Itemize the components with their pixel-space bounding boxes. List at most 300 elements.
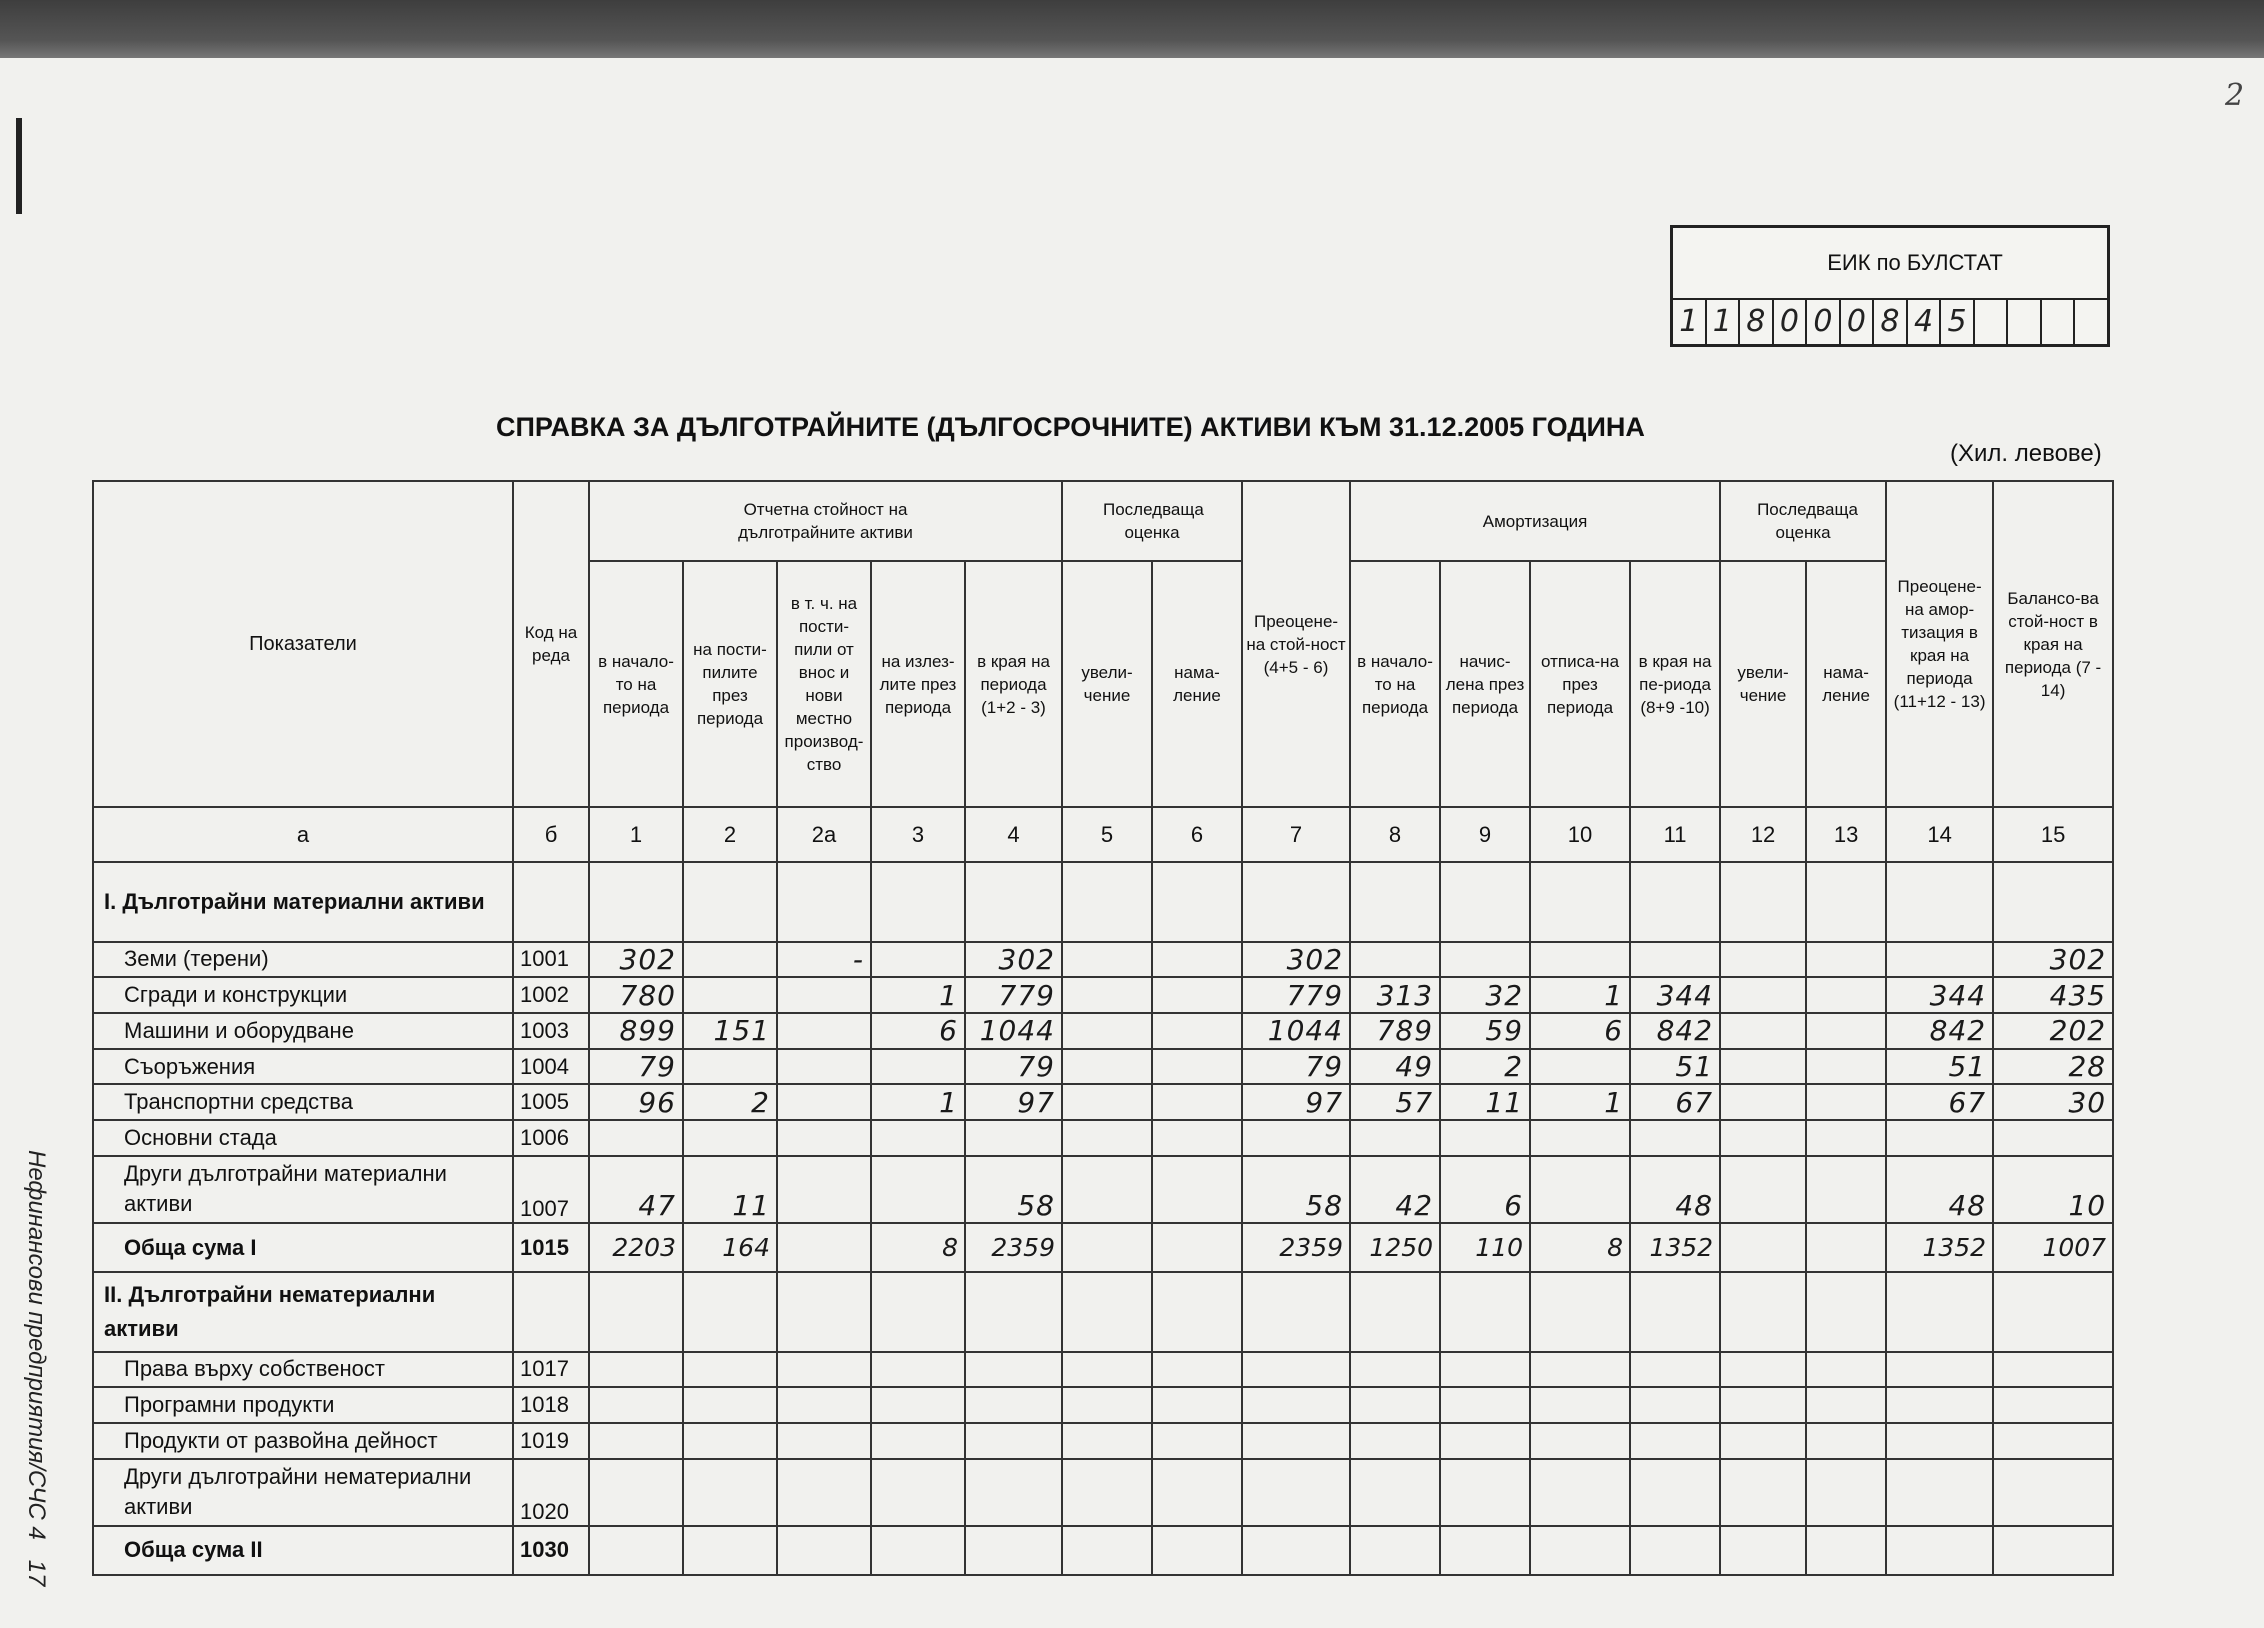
value-cell [1152, 1387, 1242, 1423]
eik-digit [2075, 300, 2107, 344]
value-cell: 1250 [1350, 1223, 1440, 1272]
value-cell [1350, 1459, 1440, 1526]
value-cell [1152, 1459, 1242, 1526]
header-col-7: Преоцене-на стой-ност (4+5 - 6) [1242, 481, 1350, 807]
value-cell [777, 1120, 871, 1156]
value-cell: 151 [683, 1013, 777, 1049]
value-cell [589, 1352, 683, 1388]
row-label: Машини и оборудване [93, 1013, 513, 1049]
value-cell [1720, 1156, 1806, 1223]
value-cell [1152, 977, 1242, 1013]
scanner-top-bar [0, 0, 2264, 58]
value-cell [1530, 1387, 1630, 1423]
eik-box [1670, 225, 2110, 347]
value-cell [1440, 1387, 1530, 1423]
value-cell [1062, 1387, 1152, 1423]
row-code: 1020 [513, 1459, 589, 1526]
row-code: 1007 [513, 1156, 589, 1223]
empty-cell [965, 862, 1062, 942]
empty-cell [683, 1272, 777, 1352]
value-cell: 164 [683, 1223, 777, 1272]
col-label: 15 [1993, 807, 2113, 862]
empty-cell [1993, 1272, 2113, 1352]
value-cell [1062, 1223, 1152, 1272]
value-cell [965, 1120, 1062, 1156]
value-cell: 97 [965, 1084, 1062, 1120]
value-cell [683, 1423, 777, 1459]
value-cell [1993, 1387, 2113, 1423]
empty-cell [513, 1272, 589, 1352]
value-cell [777, 1223, 871, 1272]
value-cell: 302 [965, 942, 1062, 978]
value-cell: 1044 [965, 1013, 1062, 1049]
value-cell [1152, 1084, 1242, 1120]
value-cell [1886, 1352, 1993, 1388]
value-cell: 1 [1530, 1084, 1630, 1120]
value-cell [1350, 1352, 1440, 1388]
eik-digit: 4 [1908, 300, 1942, 344]
header-col-14: Преоцене-на амор-тизация в края на периода (11+12 - 13) [1886, 481, 1993, 807]
value-cell [1806, 1459, 1886, 1526]
empty-cell [1152, 1272, 1242, 1352]
value-cell [777, 1526, 871, 1575]
value-cell: 842 [1886, 1013, 1993, 1049]
side-footer-label: Нефинансови предприятия/СЧС 4 [23, 1150, 50, 1540]
empty-cell [777, 862, 871, 942]
empty-cell [965, 1272, 1062, 1352]
eik-digit: 0 [1807, 300, 1841, 344]
table-row [93, 1049, 2113, 1085]
value-cell [1152, 1423, 1242, 1459]
section-title: I. Дълготрайни материални активи [93, 862, 513, 942]
value-cell: 2359 [965, 1223, 1062, 1272]
header-col-9: начис-лена през периода [1440, 561, 1530, 807]
value-cell [683, 1352, 777, 1388]
eik-digit: 1 [1673, 300, 1707, 344]
value-cell [1152, 1156, 1242, 1223]
value-cell [1440, 1352, 1530, 1388]
value-cell: 57 [1350, 1084, 1440, 1120]
eik-digit: 8 [1740, 300, 1774, 344]
value-cell [1062, 1049, 1152, 1085]
value-cell: 780 [589, 977, 683, 1013]
value-cell [777, 1459, 871, 1526]
value-cell [1720, 1526, 1806, 1575]
value-cell [1350, 1423, 1440, 1459]
header-col-4: в края на периода (1+2 - 3) [965, 561, 1062, 807]
value-cell [1886, 1423, 1993, 1459]
value-cell: 79 [589, 1049, 683, 1085]
empty-cell [683, 862, 777, 942]
value-cell [1062, 1526, 1152, 1575]
empty-cell [1530, 1272, 1630, 1352]
table-row [93, 1120, 2113, 1156]
value-cell [1993, 1459, 2113, 1526]
value-cell [1530, 1120, 1630, 1156]
empty-cell [1720, 1272, 1806, 1352]
value-cell [1242, 1459, 1350, 1526]
value-cell [1152, 1120, 1242, 1156]
value-cell: 32 [1440, 977, 1530, 1013]
value-cell [1062, 1156, 1152, 1223]
value-cell [1806, 1526, 1886, 1575]
header-indicators: Показатели [93, 481, 513, 807]
value-cell [1806, 1423, 1886, 1459]
value-cell [1440, 1120, 1530, 1156]
eik-digit [2008, 300, 2042, 344]
empty-cell [1530, 862, 1630, 942]
value-cell [589, 1459, 683, 1526]
empty-cell [513, 862, 589, 942]
col-label: 6 [1152, 807, 1242, 862]
empty-cell [1806, 1272, 1886, 1352]
value-cell [777, 1084, 871, 1120]
value-cell: 48 [1630, 1156, 1720, 1223]
value-cell [1720, 1013, 1806, 1049]
value-cell [965, 1459, 1062, 1526]
table-row [93, 1084, 2113, 1120]
value-cell [777, 1156, 871, 1223]
value-cell: 79 [965, 1049, 1062, 1085]
header-col-5: увели-чение [1062, 561, 1152, 807]
empty-cell [1440, 1272, 1530, 1352]
eik-digit: 1 [1707, 300, 1741, 344]
row-code: 1017 [513, 1352, 589, 1388]
value-cell: 2 [1440, 1049, 1530, 1085]
value-cell [871, 1459, 965, 1526]
value-cell [1806, 1352, 1886, 1388]
value-cell: 11 [1440, 1084, 1530, 1120]
value-cell: 899 [589, 1013, 683, 1049]
value-cell [1720, 1120, 1806, 1156]
value-cell: 42 [1350, 1156, 1440, 1223]
header-col-1: в начало-то на периода [589, 561, 683, 807]
value-cell: 1 [871, 977, 965, 1013]
row-label: Програмни продукти [93, 1387, 513, 1423]
value-cell: 1 [1530, 977, 1630, 1013]
value-cell: 435 [1993, 977, 2113, 1013]
row-code: 1004 [513, 1049, 589, 1085]
eik-digit: 0 [1774, 300, 1808, 344]
value-cell: 67 [1886, 1084, 1993, 1120]
table-row [93, 1459, 2113, 1526]
table-row [93, 1013, 2113, 1049]
row-code: 1019 [513, 1423, 589, 1459]
header-code: Код на реда [513, 481, 589, 807]
empty-cell [1993, 862, 2113, 942]
row-label: Транспортни средства [93, 1084, 513, 1120]
value-cell [777, 1013, 871, 1049]
value-cell [777, 1423, 871, 1459]
eik-digit: 5 [1941, 300, 1975, 344]
header-col-15: Балансо-ва стой-ност в края на периода (7 - 14) [1993, 481, 2113, 807]
empty-cell [1630, 1272, 1720, 1352]
value-cell [1242, 1526, 1350, 1575]
row-code: 1001 [513, 942, 589, 978]
value-cell [1440, 942, 1530, 978]
value-cell [965, 1352, 1062, 1388]
value-cell [1720, 1223, 1806, 1272]
value-cell [1886, 1526, 1993, 1575]
value-cell [965, 1423, 1062, 1459]
value-cell [871, 1049, 965, 1085]
section-header-row [93, 1272, 2113, 1352]
value-cell [1630, 942, 1720, 978]
value-cell [1720, 977, 1806, 1013]
value-cell: 30 [1993, 1084, 2113, 1120]
value-cell [1152, 1013, 1242, 1049]
value-cell [1530, 1459, 1630, 1526]
value-cell [871, 942, 965, 978]
section-title: II. Дълготрайни нематериални активи [93, 1272, 513, 1352]
value-cell [1630, 1352, 1720, 1388]
row-label: Права върху собственост [93, 1352, 513, 1388]
value-cell [1720, 1387, 1806, 1423]
value-cell [871, 1156, 965, 1223]
col-label: б [513, 807, 589, 862]
value-cell [871, 1526, 965, 1575]
value-cell: 47 [589, 1156, 683, 1223]
value-cell [1886, 1120, 1993, 1156]
value-cell [777, 977, 871, 1013]
value-cell: 1352 [1886, 1223, 1993, 1272]
col-label: 8 [1350, 807, 1440, 862]
value-cell [1242, 1423, 1350, 1459]
value-cell [1062, 1013, 1152, 1049]
empty-cell [1062, 862, 1152, 942]
value-cell: 110 [1440, 1223, 1530, 1272]
value-cell [1062, 1120, 1152, 1156]
value-cell [1062, 1084, 1152, 1120]
empty-cell [1242, 1272, 1350, 1352]
value-cell [1242, 1120, 1350, 1156]
value-cell: 2359 [1242, 1223, 1350, 1272]
row-label: Основни стада [93, 1120, 513, 1156]
value-cell [1350, 942, 1440, 978]
value-cell [1993, 1423, 2113, 1459]
value-cell: 779 [1242, 977, 1350, 1013]
header-col-2: на пости-пилите през периода [683, 561, 777, 807]
eik-digit [1975, 300, 2009, 344]
col-label: 13 [1806, 807, 1886, 862]
header-group-amortization: Амортизация [1350, 481, 1720, 561]
value-cell [1720, 1084, 1806, 1120]
value-cell [871, 1352, 965, 1388]
value-cell: 1007 [1993, 1223, 2113, 1272]
value-cell [1440, 1423, 1530, 1459]
value-cell: 789 [1350, 1013, 1440, 1049]
header-col-6: нама-ление [1152, 561, 1242, 807]
value-cell: 344 [1886, 977, 1993, 1013]
value-cell: 58 [1242, 1156, 1350, 1223]
empty-cell [1350, 1272, 1440, 1352]
col-label: 7 [1242, 807, 1350, 862]
value-cell [1152, 1223, 1242, 1272]
value-cell [1530, 1352, 1630, 1388]
table-row [93, 1156, 2113, 1223]
value-cell [777, 1352, 871, 1388]
value-cell [1720, 1459, 1806, 1526]
value-cell [1152, 1526, 1242, 1575]
value-cell [965, 1526, 1062, 1575]
value-cell: 59 [1440, 1013, 1530, 1049]
table-row [93, 942, 2113, 978]
value-cell [1806, 1120, 1886, 1156]
value-cell [1242, 1352, 1350, 1388]
value-cell [1530, 942, 1630, 978]
value-cell [1630, 1459, 1720, 1526]
section-header-row [93, 862, 2113, 942]
value-cell [1806, 977, 1886, 1013]
value-cell: 6 [871, 1013, 965, 1049]
col-label: а [93, 807, 513, 862]
empty-cell [1242, 862, 1350, 942]
row-label: Земи (терени) [93, 942, 513, 978]
empty-cell [1630, 862, 1720, 942]
total-label: Обща сума II [93, 1526, 513, 1575]
value-cell [1440, 1459, 1530, 1526]
value-cell [1806, 1223, 1886, 1272]
value-cell: 302 [1242, 942, 1350, 978]
value-cell [683, 1526, 777, 1575]
header-group-revaluation-2: Последваща оценка [1720, 481, 1886, 561]
value-cell: 8 [871, 1223, 965, 1272]
value-cell [1062, 942, 1152, 978]
empty-cell [589, 1272, 683, 1352]
header-col-11: в края на пе-риода (8+9 -10) [1630, 561, 1720, 807]
value-cell: 6 [1530, 1013, 1630, 1049]
value-cell: 1352 [1630, 1223, 1720, 1272]
col-label: 10 [1530, 807, 1630, 862]
col-label: 14 [1886, 807, 1993, 862]
value-cell [1350, 1120, 1440, 1156]
value-cell [1062, 1423, 1152, 1459]
empty-cell [777, 1272, 871, 1352]
value-cell [1062, 977, 1152, 1013]
value-cell [1242, 1387, 1350, 1423]
value-cell: 11 [683, 1156, 777, 1223]
value-cell [965, 1387, 1062, 1423]
column-number-row [93, 807, 2113, 862]
value-cell [871, 1120, 965, 1156]
value-cell [1806, 1156, 1886, 1223]
units-note: (Хил. левове) [1950, 440, 2102, 467]
table-row [93, 977, 2113, 1013]
value-cell [589, 1120, 683, 1156]
value-cell: 96 [589, 1084, 683, 1120]
value-cell: 1044 [1242, 1013, 1350, 1049]
value-cell [683, 1459, 777, 1526]
value-cell: 6 [1440, 1156, 1530, 1223]
value-cell [1806, 1084, 1886, 1120]
empty-cell [1440, 862, 1530, 942]
value-cell [1993, 1120, 2113, 1156]
assets-table [92, 480, 2114, 1576]
total-row [93, 1526, 2113, 1575]
empty-cell [871, 862, 965, 942]
row-code: 1006 [513, 1120, 589, 1156]
header-group-revaluation: Последваща оценка [1062, 481, 1242, 561]
empty-cell [1806, 862, 1886, 942]
value-cell [871, 1387, 965, 1423]
value-cell [1530, 1049, 1630, 1085]
empty-cell [1152, 862, 1242, 942]
value-cell [1806, 1013, 1886, 1049]
value-cell [1806, 942, 1886, 978]
col-label: 9 [1440, 807, 1530, 862]
row-code: 1002 [513, 977, 589, 1013]
eik-digit [2042, 300, 2076, 344]
value-cell [1720, 1352, 1806, 1388]
row-label: Други дълготрайни материални активи [93, 1156, 513, 1223]
col-label: 2 [683, 807, 777, 862]
row-code: 1003 [513, 1013, 589, 1049]
value-cell: 313 [1350, 977, 1440, 1013]
value-cell [1062, 1352, 1152, 1388]
eik-digits [1673, 298, 2107, 344]
eik-digit: 0 [1841, 300, 1875, 344]
page-corner-number: 2 [2225, 78, 2245, 113]
eik-digit: 8 [1874, 300, 1908, 344]
value-cell [1806, 1049, 1886, 1085]
value-cell: 779 [965, 977, 1062, 1013]
value-cell [1886, 942, 1993, 978]
value-cell [1806, 1387, 1886, 1423]
value-cell [1993, 1352, 2113, 1388]
value-cell [683, 1387, 777, 1423]
col-label: 1 [589, 807, 683, 862]
value-cell [683, 1120, 777, 1156]
value-cell [1886, 1387, 1993, 1423]
value-cell [777, 1049, 871, 1085]
value-cell: 67 [1630, 1084, 1720, 1120]
value-cell [589, 1387, 683, 1423]
value-cell [1062, 1459, 1152, 1526]
value-cell [1152, 1352, 1242, 1388]
value-cell [589, 1423, 683, 1459]
value-cell [1152, 942, 1242, 978]
value-cell: 28 [1993, 1049, 2113, 1085]
value-cell [1350, 1526, 1440, 1575]
col-label: 5 [1062, 807, 1152, 862]
value-cell [1630, 1423, 1720, 1459]
value-cell: 79 [1242, 1049, 1350, 1085]
value-cell: 302 [589, 942, 683, 978]
col-label: 4 [965, 807, 1062, 862]
side-footer [22, 1130, 50, 1586]
col-label: 2а [777, 807, 871, 862]
total-code: 1015 [513, 1223, 589, 1272]
table-row [93, 1387, 2113, 1423]
value-cell: 51 [1630, 1049, 1720, 1085]
value-cell [777, 1387, 871, 1423]
row-label: Сгради и конструкции [93, 977, 513, 1013]
empty-cell [1886, 1272, 1993, 1352]
header-col-12: увели-чение [1720, 561, 1806, 807]
value-cell: 2203 [589, 1223, 683, 1272]
margin-mark [16, 118, 22, 214]
value-cell: 1 [871, 1084, 965, 1120]
value-cell [1350, 1387, 1440, 1423]
value-cell [683, 977, 777, 1013]
value-cell [1886, 1459, 1993, 1526]
col-label: 12 [1720, 807, 1806, 862]
row-label: Съоръжения [93, 1049, 513, 1085]
value-cell: 202 [1993, 1013, 2113, 1049]
header-col-10: отписа-на през периода [1530, 561, 1630, 807]
value-cell: 8 [1530, 1223, 1630, 1272]
value-cell [1440, 1526, 1530, 1575]
